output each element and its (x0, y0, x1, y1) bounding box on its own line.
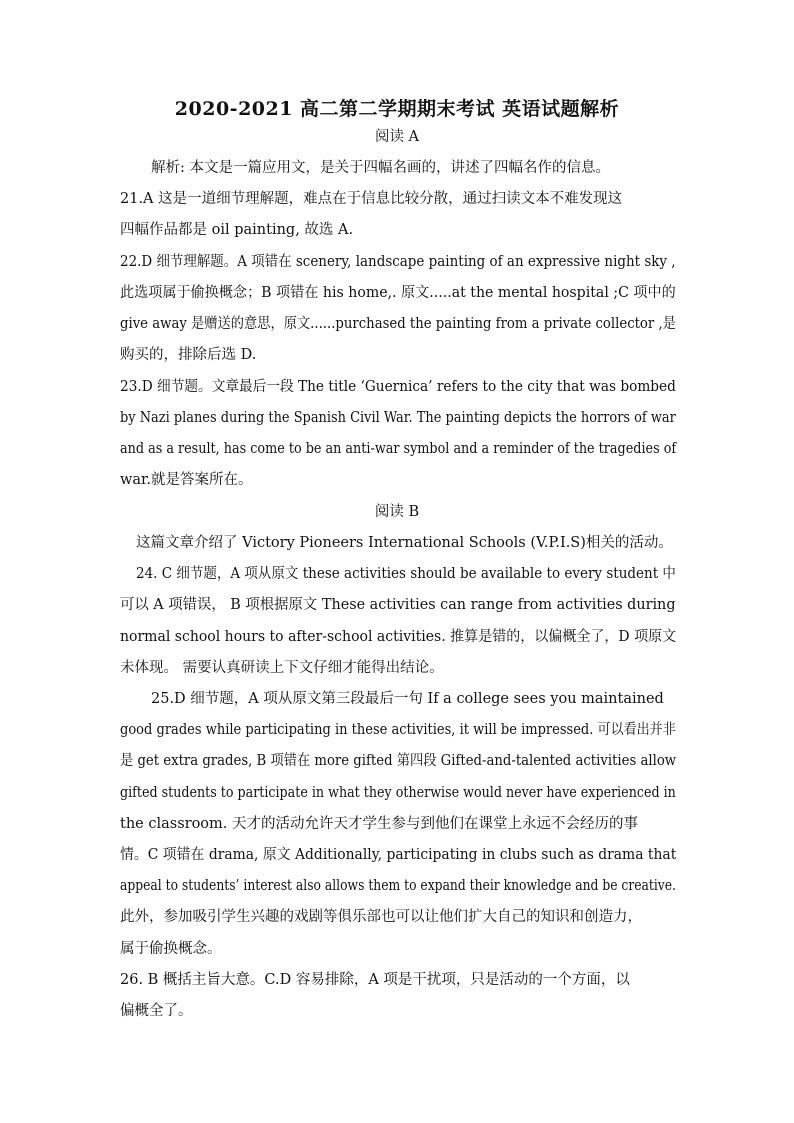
text-line: 22.D 细节理解题。A 项错在 scenery, landscape painting of an expressive night sky , (120, 254, 676, 270)
text-line: normal school hours to after-school activities. 推算是错的，以偏概全了，D 项原文 (120, 629, 677, 645)
text-line: 解析: 本文是一篇应用文，是关于四幅名画的，讲述了四幅名作的信息。 (151, 160, 610, 176)
text-line: 24. C 细节题，A 项从原文 these activities should be available to every student 中 (136, 566, 676, 582)
text-line: 此选项属于偷换概念；B 项错在 his home,. 原文.....at the mental hospital ;C 项中的 (120, 285, 676, 301)
document-title: 2020-2021 高二第二学期期末考试 英语试题解析 (174, 98, 620, 120)
text-line: 购买的，排除后选 D. (120, 347, 257, 363)
text-line: by Nazi planes during the Spanish Civil War. The painting depicts the horrors of war (120, 410, 676, 426)
text-line: 26. B 概括主旨大意。C.D 容易排除，A 项是干扰项，只是活动的一个方面，以 (120, 972, 630, 988)
text-line: 23.D 细节题。文章最后一段 The title ‘Guernica’ refers to the city that was bombed (120, 379, 676, 395)
text-line: appeal to students’ interest also allows them to expand their knowledge and be creative. (120, 878, 676, 894)
text-line: 21.A 这是一道细节理解题，难点在于信息比较分散，通过扫读文本不难发现这 (120, 191, 623, 207)
text-line: the classroom. 天才的活动允许天才学生参与到他们在课堂上永远不会经历的事 (120, 816, 638, 832)
text-line: 可以 A 项错误， B 项根据原文 These activities can range from activities during (120, 597, 676, 613)
text-line: 情。C 项错在 drama, 原文 Additionally, participating in clubs such as drama that (120, 847, 677, 863)
text-line: 属于偷换概念。 (120, 941, 222, 957)
text-line: war.就是答案所在。 (120, 472, 253, 488)
text-line: 此外，参加吸引学生兴趣的戏剧等俱乐部也可以让他们扩大自己的知识和创造力， (120, 909, 642, 925)
text-line: 未体现。 需要认真研读上下文仔细才能得出结论。 (120, 660, 444, 676)
text-line: 这篇文章介绍了 Victory Pioneers International Schools (V.P.I.S)相关的活动。 (136, 535, 673, 551)
section-heading-a: 阅读 A (374, 129, 420, 145)
text-line: gifted students to participate in what they otherwise would never have experienced in (120, 785, 676, 801)
text-line: give away 是赠送的意思，原文......purchased the painting from a private collector ,是 (120, 316, 676, 332)
section-heading-b: 阅读 B (374, 504, 420, 520)
text-line: 偏概全了。 (120, 1003, 193, 1019)
text-line: and as a result, has come to be an anti-war symbol and a reminder of the tragedies of (120, 441, 677, 457)
text-line: good grades while participating in these activities, it will be impressed. 可以看出并非 (120, 722, 676, 738)
text-line: 25.D 细节题，A 项从原文第三段最后一句 If a college sees you maintained (151, 691, 664, 707)
text-line: 四幅作品都是 oil painting, 故选 A. (120, 222, 354, 238)
text-line: 是 get extra grades, B 项错在 more gifted 第四段 Gifted-and-talented activities allow (120, 753, 677, 769)
